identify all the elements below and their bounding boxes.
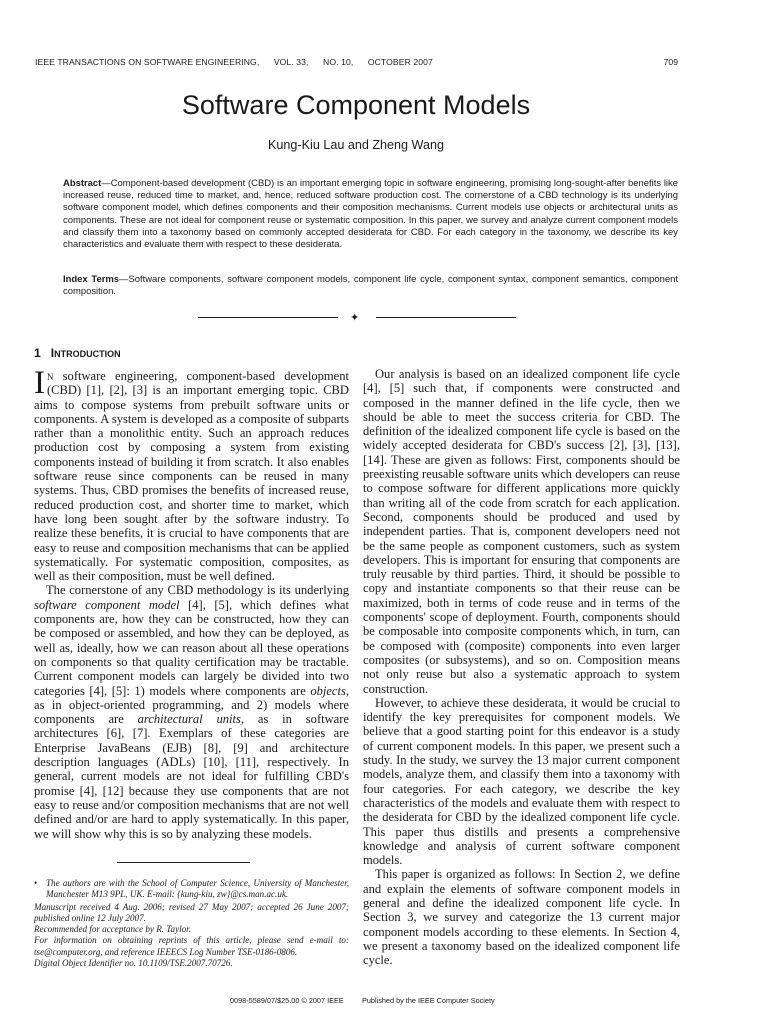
footnote-doi: Digital Object Identifier no. 10.1109/TSE.2007.70726.: [34, 957, 233, 968]
index-terms-text: —Software components, software component models, component life cycle, component syntax, component semantics, component composition.: [63, 274, 678, 298]
bullet-icon: •: [34, 878, 38, 888]
abstract-label: Abstract: [63, 178, 102, 189]
issue-date: OCTOBER 2007: [367, 57, 433, 67]
paragraph-text: software engineering, component-based development (CBD) [1], [2], [3] is an important emerging topic. CBD aims to compose systems from prebuilt software units or components. A system is developed as a composite of subparts rather than a monolithic entity. Such an approach reduces production cost by composing a system from existing components instead of building it from scratch. It also enables software reuse since components can be reused in many systems. Thus, CBD promises the benefits of increased reuse, reduced production cost, and shorter time to market, which have long been sought after by the software industry. To realize these benefits, it is crucial to have components that are easy to reuse and composition mechanisms that can be applied systematically. For systematic composition, composites, as well as their composition, must be well defined.: [34, 369, 349, 584]
section-separator: [198, 311, 516, 323]
footnote-authors: [34, 878, 349, 900]
paragraph-text: , as in software architectures [6], [7]. Exemplars of these categories are Enterprise JavaBeans (EJB) [8], [9] and architecture description languages (ADLs) [10], [11], respectively. In general, current models are not ideal for fulfilling CBD's promise [4], [12] because they use components that are not easy to reuse and/or composition mechanisms that are not well defined and/or are hard to apply systematically. In this paper, we will show why this is so by analyzing these models.: [34, 712, 349, 841]
separator-line-right: [376, 317, 516, 318]
emphasis: software component model: [34, 597, 180, 612]
journal-name: IEEE TRANSACTIONS ON SOFTWARE ENGINEERING,: [35, 57, 260, 67]
publisher-line: Published by the IEEE Computer Society: [362, 996, 495, 1005]
right-paragraph-1: Our analysis is based on an idealized component life cycle [4], [5] such that, if components were constructed and composed in the manner defined in the life cycle, then we should be able to meet the success criteria for CBD. The definition of the idealized component life cycle is based on the widely accepted desiderata for CBD's success [2], [3], [13], [14]. These are given as follows: First, components should be preexisting reusable software units which developers can reuse to compose software for different applications more quickly than writing all of the code from scratch for each application. Second, components should be produced and used by independent parties. That is, component developers need not be the same people as component customers, such as system developers. This is important for ensuring that components are truly reusable by third parties. Third, it should be possible to copy and instantiate components so that their reuse can be maximized, both in terms of code reuse and in terms of the components' scope of deployment. Fourth, components should be composable into composite components which, in turn, can be composed with (composite) components into even larger composites (or subsystems), and so on. Composition means not only reuse but also a systematic approach to system construction.: [363, 367, 680, 696]
copyright-line: 0098-5589/07/$25.00 © 2007 IEEE: [230, 996, 344, 1005]
footnote-recommended: Recommended for acceptance by R. Taylor.: [34, 924, 191, 935]
paragraph-text: The cornerstone of any CBD methodology is its underlying: [46, 583, 349, 598]
section-number: 1: [34, 346, 41, 360]
abstract-text: —Component-based development (CBD) is an important emerging topic in software engineering, promising long-sought-after benefits like increased reuse, reduced time to market, and, hence, reduced software production cost. The cornerstone of a CBD technology is its underlying software component model, which defines components and their composition mechanisms. Current models use objects or architectural units as components. These are not ideal for component reuse or systematic composition. In this paper, we survey and analyze current component models and classify them into a taxonomy based on commonly accepted desiderata for CBD. For each category in the taxonomy, we describe its key characteristics and evaluate them with respect to these desiderata.: [63, 178, 678, 251]
intro-paragraph-1: [34, 365, 349, 584]
footnote-manuscript: Manuscript received 4 Aug. 2006; revised 27 May 2007; accepted 26 June 2007; published online 12 July 2007.: [34, 902, 349, 924]
section-title: Introduction: [50, 346, 121, 360]
section-heading: [34, 346, 121, 360]
intro-paragraph-2: [34, 583, 349, 840]
issue-number: NO. 10,: [323, 57, 354, 67]
separator-line-left: [198, 317, 338, 318]
emphasis: architectural units: [137, 712, 241, 727]
right-paragraph-3: This paper is organized as follows: In Section 2, we define and explain the elements of software component models in general and define the idealized component life cycle. In Section 3, we survey and categorize the 13 current major component models according to these elements. In Section 4, we present a taxonomy based on the idealized component life cycle.: [363, 867, 680, 968]
footnote-text: The authors are with the School of Computer Science, University of Manchester, Manchester M13 9PL, UK. E-mail: {kung-kiu, zw}@cs.man.ac.uk.: [46, 878, 349, 900]
paragraph-text: [4], [5], which defines what components are, how they can be constructed, how they can be composed or assembled, and how they can be deployed, as well as, ideally, how we can reason about all these operations on components so that quality certification may be tractable. Current component models can largely be divided into two categories [4], [5]: 1) models where components are: [34, 597, 349, 698]
running-head: [35, 57, 678, 67]
emphasis: objects: [310, 683, 346, 698]
footnote-rule: [117, 862, 250, 863]
paragraph-text: , as in object-oriented programming, and 2) models where components are: [34, 683, 349, 727]
footnotes: [34, 878, 349, 969]
diamond-icon: ✦: [350, 312, 360, 324]
volume: VOL. 33,: [273, 57, 309, 67]
abstract: [63, 178, 678, 251]
index-terms-label: Index Terms: [63, 274, 120, 285]
paper-authors: Kung-Kiu Lau and Zheng Wang: [268, 138, 444, 152]
right-paragraph-2: However, to achieve these desiderata, it would be crucial to identify the key prerequisites for component models. We believe that a good starting point for this endeavor is a study of current component models. In this paper, we present such a study. In the study, we survey the 13 major current component models, analyze them, and classify them into a taxonomy with four categories. For each category, we describe the key characteristics of the models and evaluate them with respect to the desiderata for CBD by the idealized component life cycle. This paper thus distills and presents a comprehensive knowledge and analysis of current software component models.: [363, 695, 680, 868]
first-word: n: [47, 369, 54, 383]
paper-title: Software Component Models: [181, 90, 531, 120]
drop-cap: I: [34, 365, 45, 401]
index-terms: [63, 274, 678, 298]
page-number: 709: [663, 57, 678, 67]
left-column: [34, 365, 349, 841]
right-column: [363, 367, 680, 967]
footnote-reprints: For information on obtaining reprints of this article, please send e-mail to: tse@computer.org, and reference IEEECS Log Number TSE-0186-0806.: [34, 935, 349, 957]
